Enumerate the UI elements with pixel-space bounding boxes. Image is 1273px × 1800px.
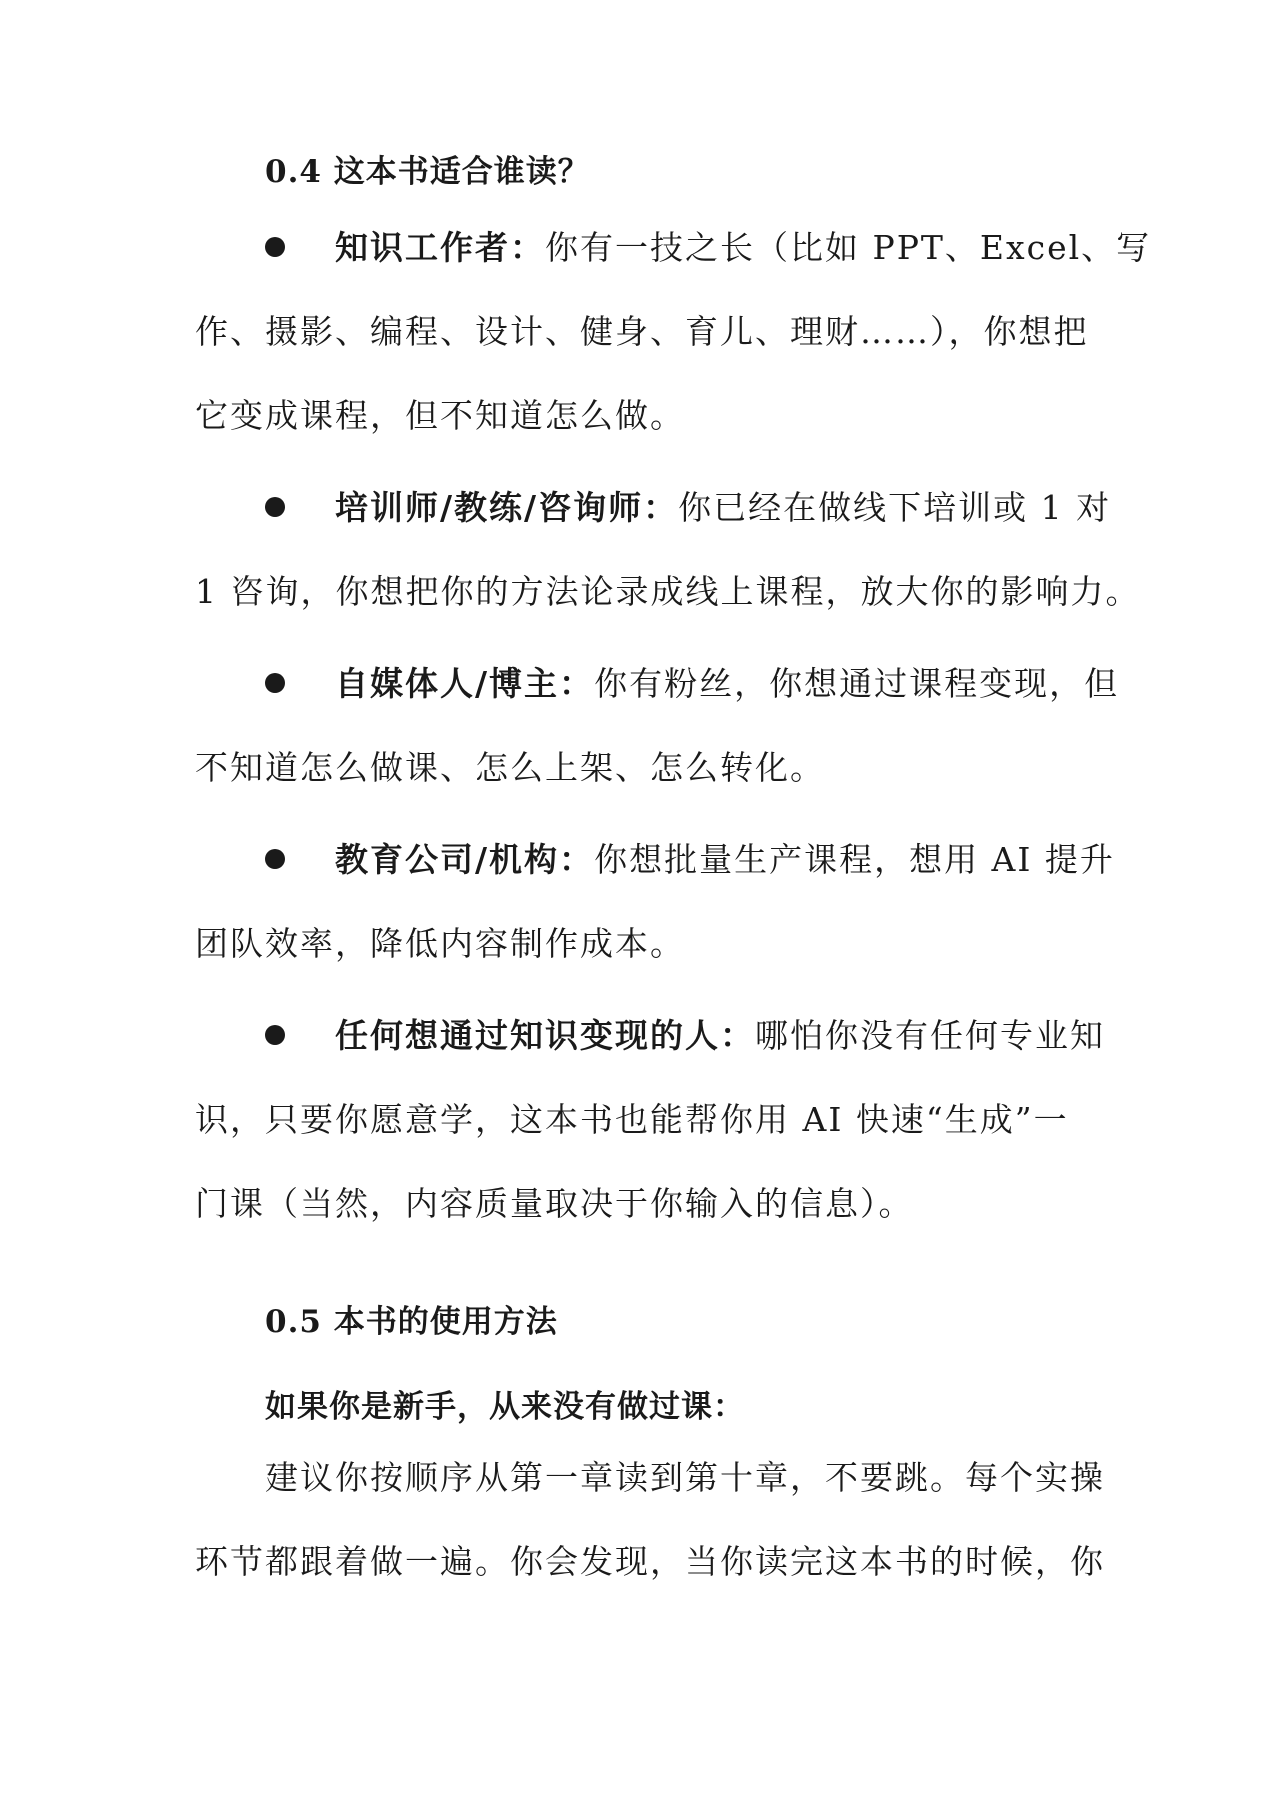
bullet-text-line: 它变成课程，但不知道怎么做。 — [195, 396, 685, 435]
bullet-text: 你有粉丝，你想通过课程变现，但 — [594, 664, 1120, 703]
bullet-text-line: 团队效率，降低内容制作成本。 — [195, 924, 685, 963]
bullet-text-line: 作、摄影、编程、设计、健身、育儿、理财……），你想把 — [195, 312, 1089, 351]
bullet-text: 哪怕你没有任何专业知 — [755, 1016, 1105, 1055]
bullet-term: 教育公司/机构： — [335, 840, 595, 879]
bullet-first-line — [195, 818, 1115, 902]
bullet-text: 你已经在做线下培训或 1 对 — [678, 488, 1112, 527]
bullet-item-knowledge-workers — [195, 206, 1152, 458]
bullet-text-line: 识，只要你愿意学，这本书也能帮你用 AI 快速“生成”一 — [195, 1100, 1069, 1139]
bullet-term: 自媒体人/博主： — [335, 664, 595, 703]
paragraph-line: 环节都跟着做一遍。你会发现，当你读完这本书的时候，你 — [195, 1542, 1105, 1581]
bullet-dot-icon — [265, 1025, 285, 1045]
section-heading-0-4: 0.4 这本书适合谁读？ — [265, 154, 590, 190]
bullet-dot-icon — [265, 237, 285, 257]
bullet-text-line: 门课（当然，内容质量取决于你输入的信息）。 — [195, 1184, 914, 1223]
paragraph-beginners — [195, 1436, 1105, 1604]
bullet-text-line: 1 咨询，你想把你的方法论录成线上课程，放大你的影响力。 — [195, 572, 1141, 611]
bullet-first-line — [195, 466, 1112, 550]
bullet-text-line: 不知道怎么做课、怎么上架、怎么转化。 — [195, 748, 825, 787]
bullet-first-line — [195, 642, 1120, 726]
bullet-dot-icon — [265, 673, 285, 693]
bullet-text: 你想批量生产课程，想用 AI 提升 — [594, 840, 1115, 879]
bullet-item-anyone — [195, 994, 1105, 1246]
bullet-item-creators — [195, 642, 1120, 810]
subheading-beginners: 如果你是新手，从来没有做过课： — [265, 1389, 745, 1425]
bullet-item-education-companies — [195, 818, 1115, 986]
bullet-first-line — [195, 206, 1152, 290]
bullet-dot-icon — [265, 497, 285, 517]
paragraph-line: 建议你按顺序从第一章读到第十章，不要跳。每个实操 — [265, 1458, 1105, 1497]
bullet-term: 培训师/教练/咨询师： — [335, 488, 679, 527]
bullet-term: 任何想通过知识变现的人： — [335, 1016, 755, 1055]
bullet-term: 知识工作者： — [335, 228, 545, 267]
bullet-first-line — [195, 994, 1105, 1078]
bullet-dot-icon — [265, 849, 285, 869]
bullet-text: 你有一技之长（比如 PPT、Excel、写 — [545, 228, 1152, 267]
section-heading-0-5: 0.5 本书的使用方法 — [265, 1304, 558, 1340]
bullet-item-trainers — [195, 466, 1141, 634]
